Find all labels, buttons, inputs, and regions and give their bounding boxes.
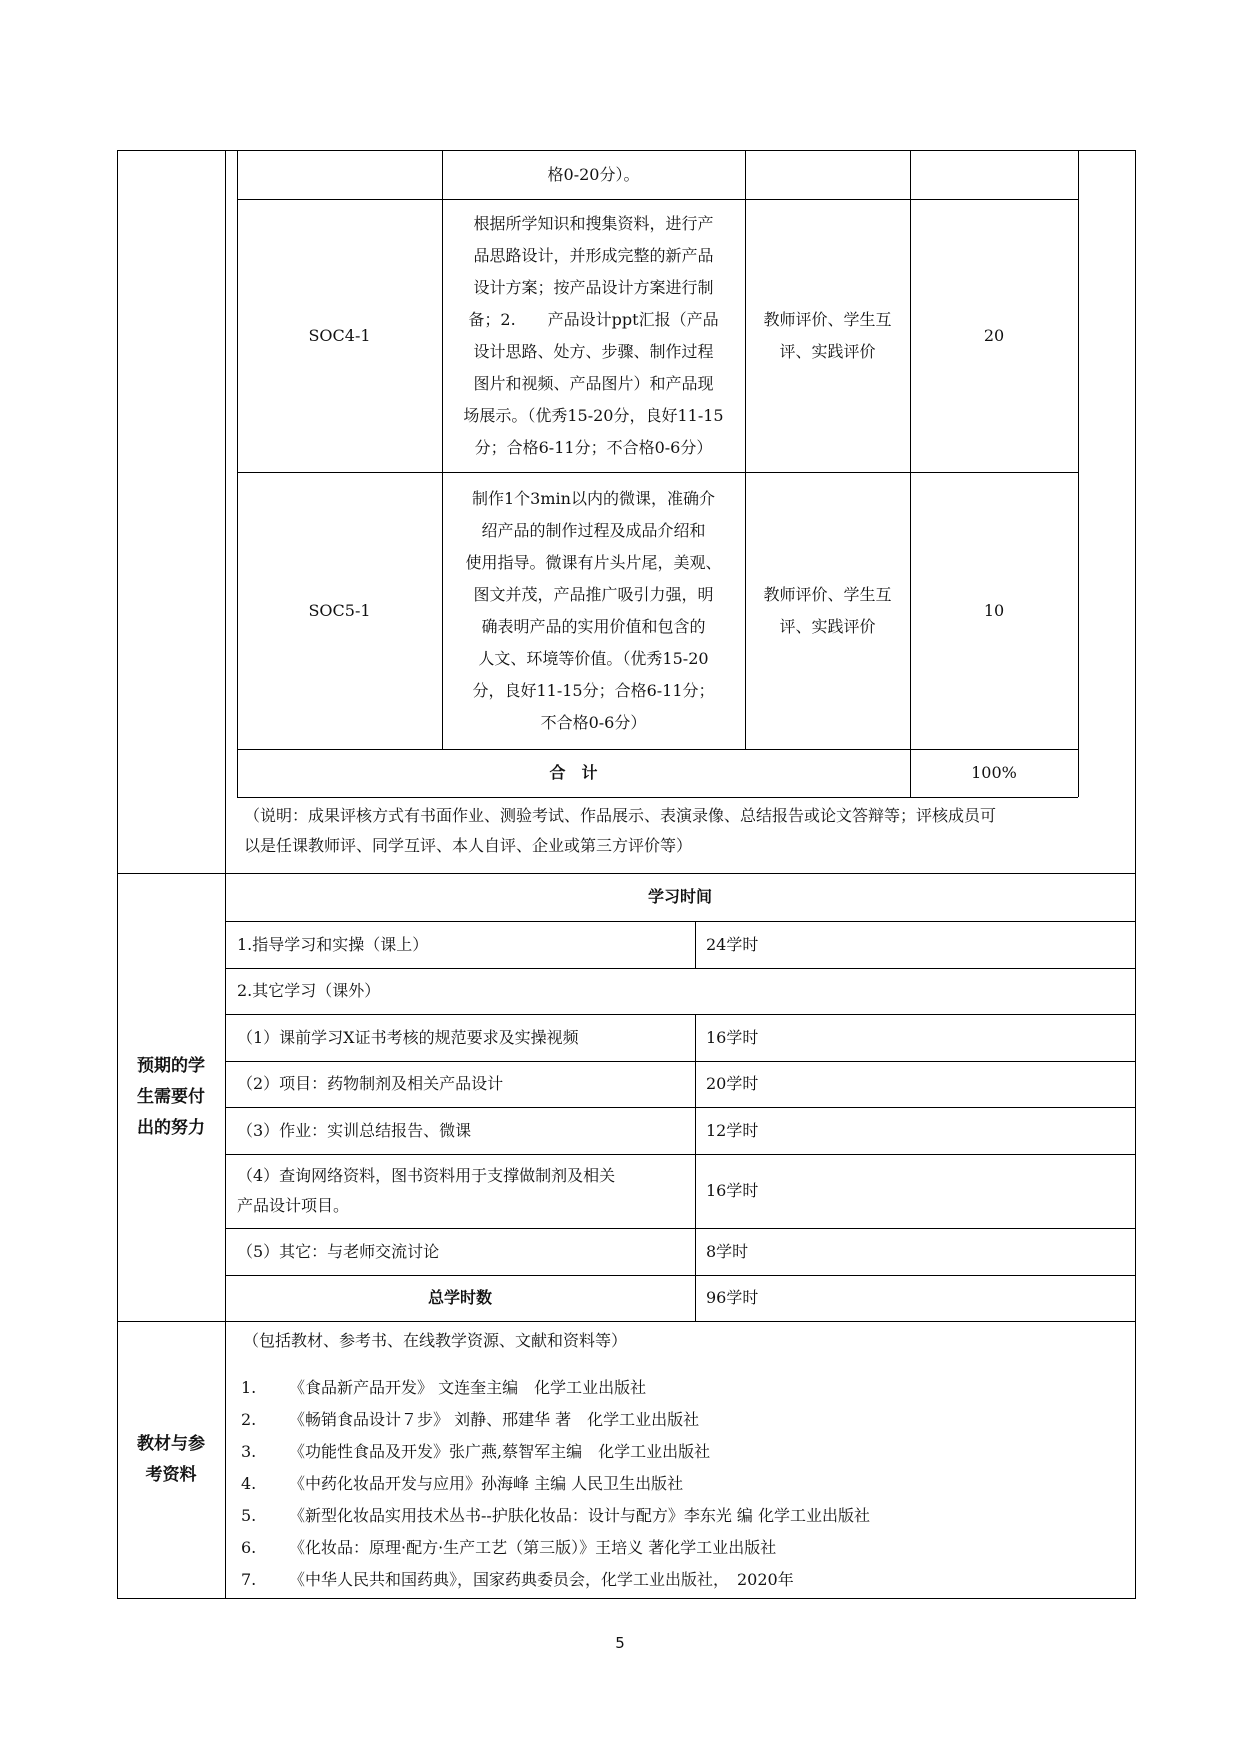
reference-text: 《中华人民共和国药典》，国家药典委员会，化学工业出版社， 2020年 [289,1570,794,1589]
desc-line: 备；2. 产品设计ppt汇报（产品 [468,309,719,329]
desc-line: 确表明产品的实用价值和包含的 [481,616,706,636]
assessment-total-label [237,749,910,797]
assessment-code-soc4 [237,199,442,472]
assessment-score-soc5 [910,472,1078,749]
effort-header-text: 学习时间 [647,887,712,906]
desc-line: 设计思路、处方、步骤、制作过程 [473,341,714,361]
desc-line: 分，良好11-15分；合格6-11分； [472,680,715,700]
effort-sub-row [237,1228,695,1275]
reference-num: 1. [241,1378,257,1397]
assessment-cont-desc [442,150,745,199]
desc-line: 品思路设计，并形成完整的新产品 [473,245,714,265]
effort-header [225,873,1135,921]
effort-total-hours [706,1275,1126,1321]
reference-num: 2. [241,1410,257,1429]
effort-sub-row [237,1014,695,1061]
effort-row-class [237,921,695,968]
desc-line: 图文并茂，产品推广吸引力强，明 [473,584,714,604]
desc-line: 设计方案；按产品设计方案进行制 [473,277,714,297]
references-intro [243,1329,627,1353]
reference-item [241,1440,710,1464]
total-value-text: 100% [971,763,1017,782]
effort-label-line: 产品设计项目。 [237,1196,350,1215]
reference-text: 《功能性食品及开发》张广燕,蔡智军主编 化学工业出版社 [289,1442,711,1461]
desc-line: 使用指导。微课有片头片尾，美观、 [465,552,722,572]
desc-line: 人文、环境等价值。（优秀15-20 [478,648,709,668]
assessment-total-value [910,749,1078,797]
effort-hours: 12学时 [706,1120,759,1140]
desc-line: 绍产品的制作过程及成品介绍和 [481,520,706,540]
assessment-method-soc5 [745,472,910,749]
method-line: 评、实践评价 [779,341,876,361]
method-line: 评、实践评价 [779,616,876,636]
desc-line: 制作1个3min以内的微课，准确介 [472,488,715,508]
desc-line: 分；合格6-11分；不合格0-6分） [474,437,713,457]
reference-num: 7. [241,1570,257,1589]
effort-sub-hours [706,1061,1126,1107]
effort-hours: 20学时 [706,1074,759,1093]
note-line: （说明：成果评核方式有书面作业、测验考试、作品展示、表演录像、总结报告或论文答辩等；评核成员可 [244,806,997,825]
assessment-desc-soc5 [442,472,745,749]
note-line: 以是任课教师评、同学互评、本人自评、企业或第三方评价等） [244,836,693,855]
side-line: 出的努力 [137,1117,205,1138]
effort-label: 2.其它学习（课外） [237,981,381,1000]
reference-item [241,1536,776,1560]
effort-label: （5）其它：与老师交流讨论 [237,1241,440,1261]
effort-label: （2）项目：药物制剂及相关产品设计 [237,1074,504,1093]
effort-total-hours-text: 96学时 [706,1288,759,1307]
assessment-score-soc4 [910,199,1078,472]
effort-label-line: （4）查询网络资料，图书资料用于支撑做制剂及相关 [237,1166,616,1185]
assessment-note [244,801,1132,861]
assessment-method-soc4 [745,199,910,472]
reference-item [241,1408,699,1432]
effort-label: （3）作业：实训总结报告、微课 [237,1120,472,1140]
code-text: SOC4-1 [308,325,371,345]
effort-hours: 8学时 [706,1241,749,1261]
score-text: 10 [983,600,1005,620]
effort-sub-row [237,1107,695,1154]
reference-num: 3. [241,1442,257,1461]
page-number [0,1634,1240,1652]
method-line: 教师评价、学生互 [763,584,892,604]
effort-hours: 16学时 [706,1027,759,1047]
reference-text: 《食品新产品开发》 文连奎主编 化学工业出版社 [289,1378,647,1397]
effort-sub-hours [706,1014,1126,1061]
reference-num: 6. [241,1538,257,1557]
reference-text: 《新型化妆品实用技术丛书--护肤化妆品：设计与配方》李东光 编 化学工业出版社 [289,1506,870,1525]
desc-line: 图片和视频、产品图片）和产品现 [473,373,714,393]
reference-item [241,1376,646,1400]
side-line: 教材与参 [137,1433,205,1454]
effort-total-text: 总学时数 [427,1288,492,1307]
effort-sub-row [237,1154,695,1228]
effort-side-label [117,873,225,1321]
assessment-cont-desc-text: 格0-20分）。 [547,164,640,184]
desc-line: 场展示。（优秀15-20分，良好11-15 [463,405,724,425]
page-number-text: 5 [615,1634,625,1652]
references-side-label [117,1321,225,1598]
effort-sub-hours [706,1228,1126,1275]
effort-label: 1.指导学习和实操（课上） [237,934,429,954]
reference-text: 《畅销食品设计７步》 刘静、邢建华 著 化学工业出版社 [289,1410,700,1429]
code-text: SOC5-1 [308,600,371,620]
side-line: 生需要付 [137,1086,205,1107]
side-line: 预期的学 [137,1055,205,1076]
assessment-code-soc5 [237,472,442,749]
effort-total-label [225,1275,695,1321]
reference-item [241,1568,794,1592]
reference-text: 《化妆品：原理·配方·生产工艺（第三版）》王培义 著化学工业出版社 [289,1538,777,1557]
reference-item [241,1504,870,1528]
effort-sub-hours [706,1154,1126,1228]
total-label-text: 合 计 [549,763,598,782]
reference-num: 5. [241,1506,257,1525]
score-text: 20 [983,325,1005,345]
desc-line: 不合格0-6分） [540,712,647,732]
effort-sub-hours [706,1107,1126,1154]
effort-hours: 24学时 [706,934,759,954]
side-line: 考资料 [145,1464,197,1485]
references-intro-text: （包括教材、参考书、在线教学资源、文献和资料等） [243,1331,628,1350]
effort-label: （1）课前学习X证书考核的规范要求及实操视频 [237,1027,579,1047]
desc-line: 根据所学知识和搜集资料，进行产 [473,213,714,233]
effort-hours-class [706,921,1126,968]
effort-row-other [237,968,1117,1014]
reference-item [241,1472,683,1496]
effort-hours: 16学时 [706,1181,759,1200]
effort-sub-row [237,1061,695,1107]
reference-text: 《中药化妆品开发与应用》孙海峰 主编 人民卫生出版社 [289,1474,684,1493]
assessment-desc-soc4 [442,199,745,472]
method-line: 教师评价、学生互 [763,309,892,329]
reference-num: 4. [241,1474,257,1493]
